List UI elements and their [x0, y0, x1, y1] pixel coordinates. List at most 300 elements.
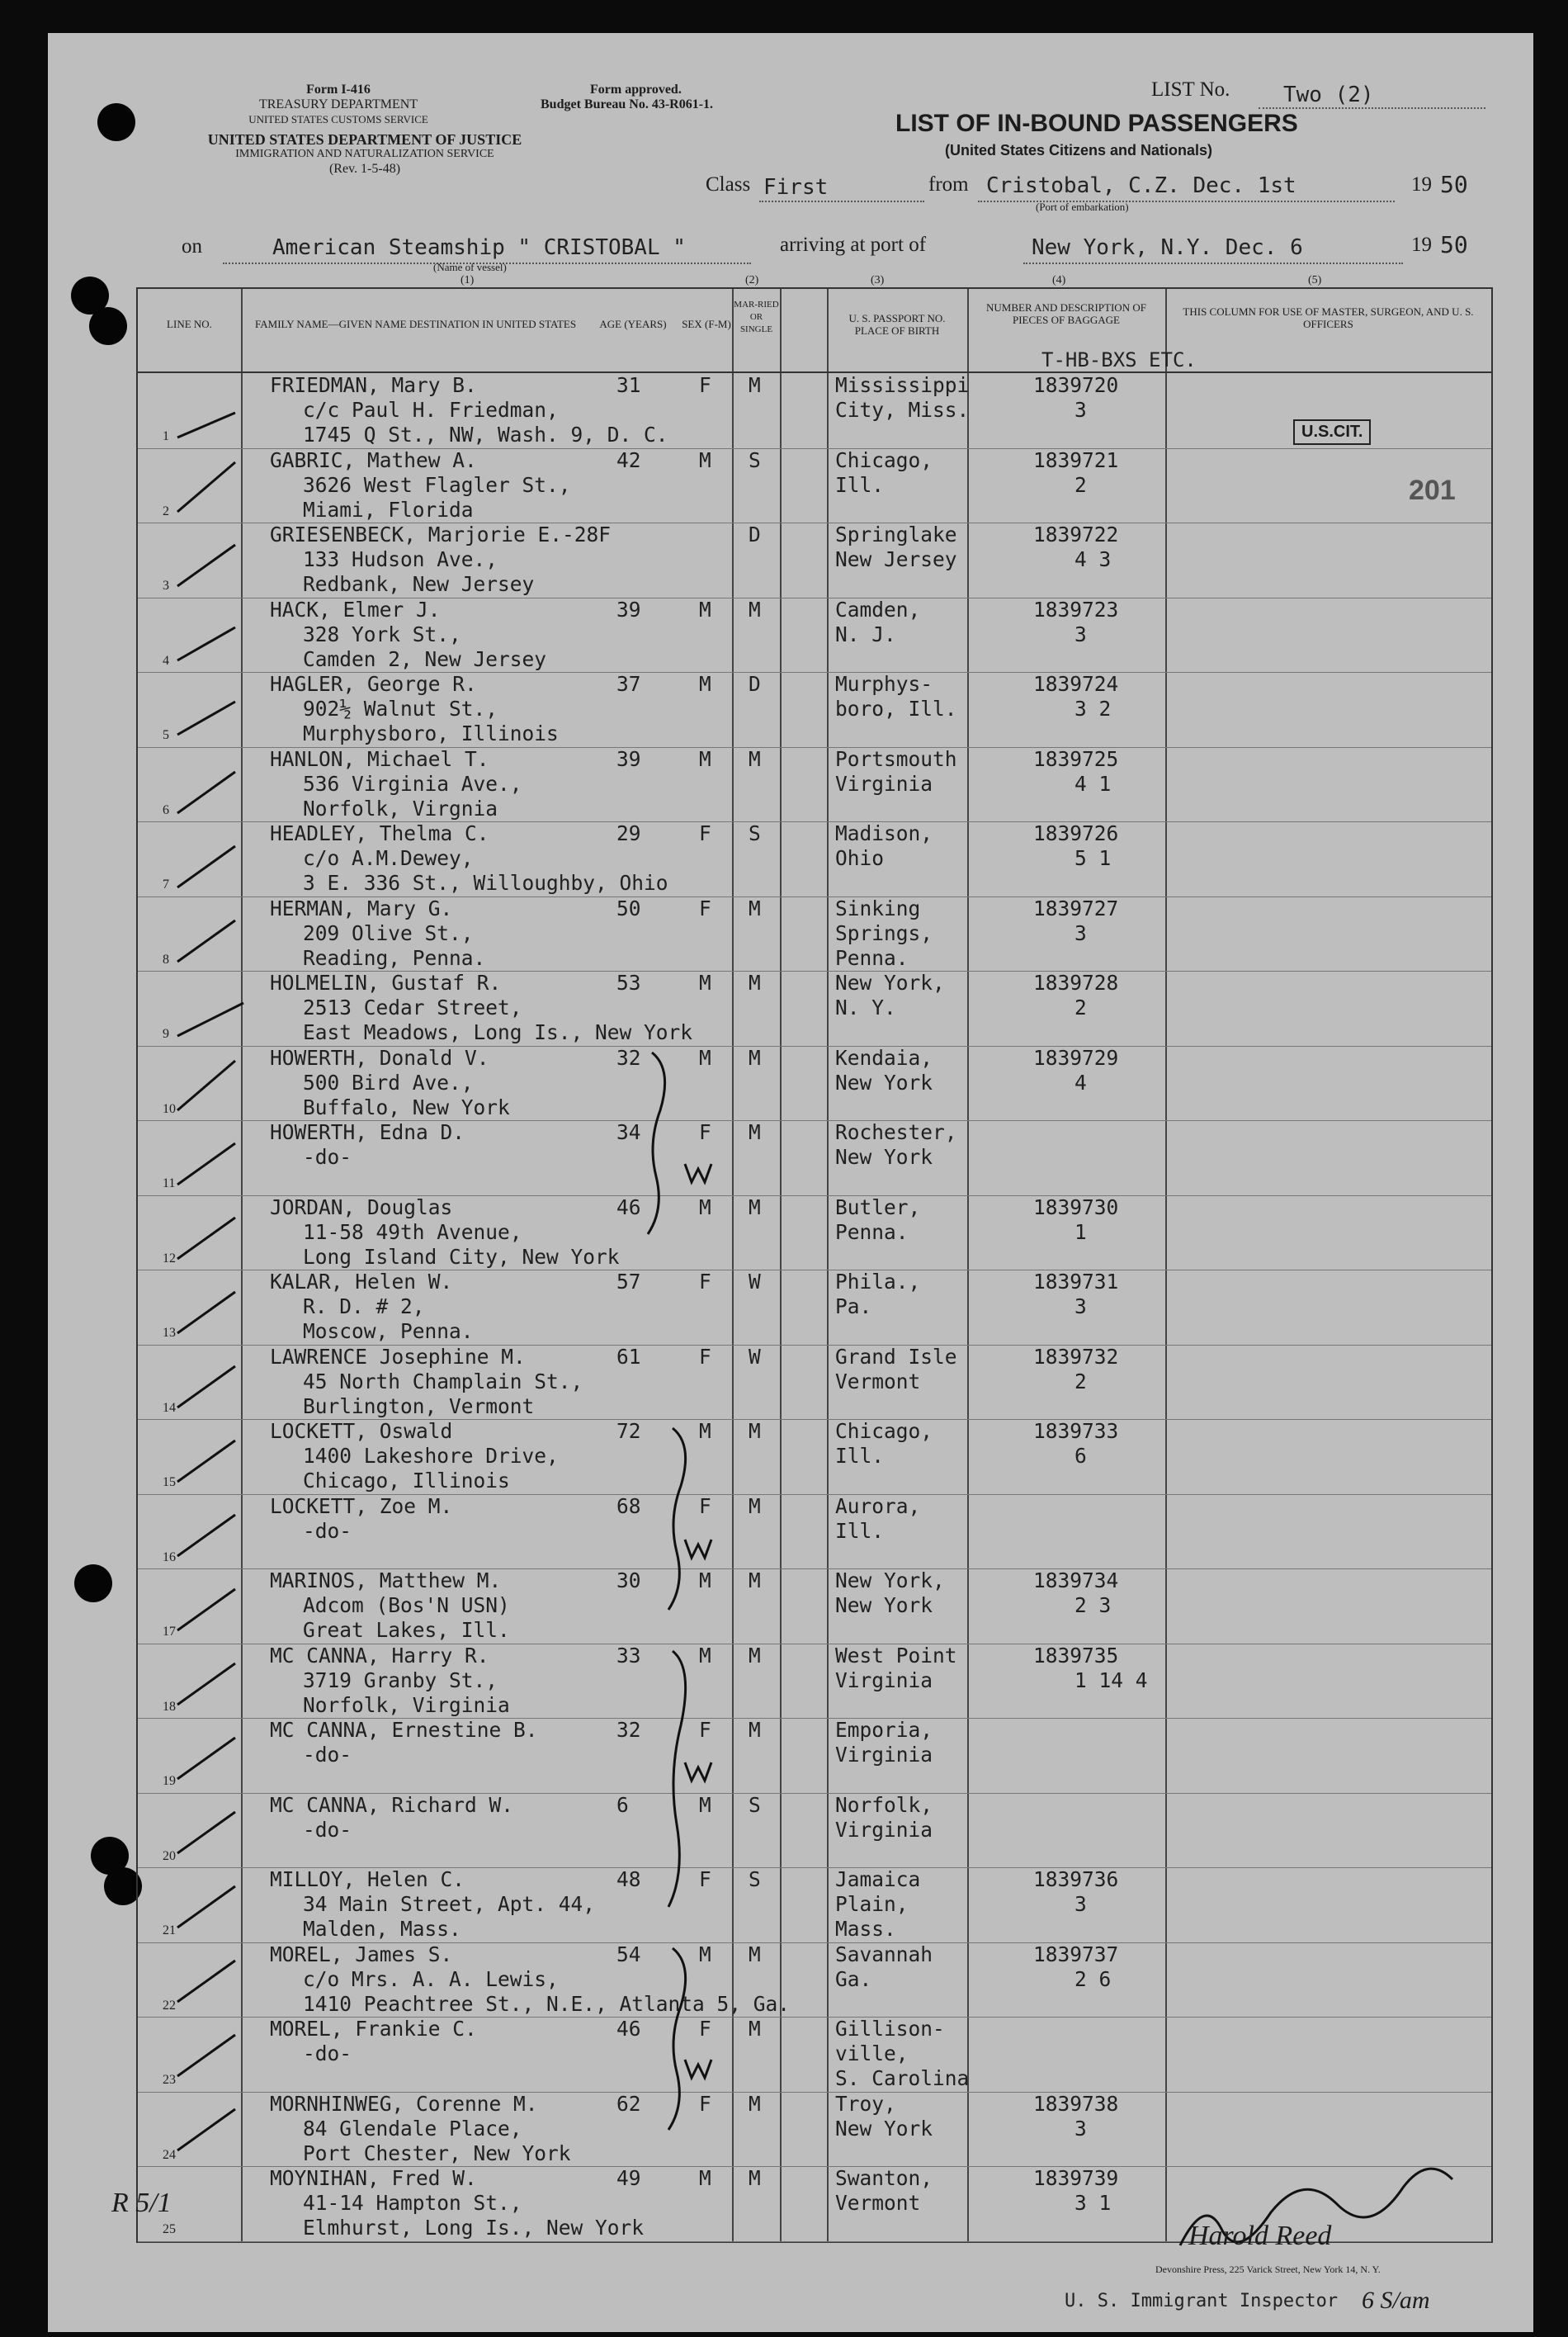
passenger-name: JORDAN, Douglas	[270, 1195, 453, 1219]
from-value: Cristobal, C.Z. Dec. 1st	[986, 173, 1296, 198]
line-number: 16	[163, 1549, 176, 1564]
on-label: on	[182, 235, 202, 258]
check-mark	[177, 1515, 235, 1556]
sex: M	[699, 971, 711, 995]
birthplace-line-1: Madison,	[835, 821, 933, 845]
header-baggage: NUMBER AND DESCRIPTION OF PIECES OF BAGGAGE	[986, 301, 1146, 326]
line-number: 19	[163, 1774, 176, 1788]
address-line-2: 3 E. 336 St., Willoughby, Ohio	[303, 871, 668, 895]
address-line-2: Norfolk, Virginia	[303, 1692, 510, 1717]
header-married: MAR-RIED OR SINGLE	[734, 300, 779, 334]
birthplace-line-1: Swanton,	[835, 2166, 933, 2190]
column-number: (1)	[460, 274, 475, 286]
address-line-1: c/c Paul H. Friedman,	[303, 398, 559, 422]
baggage-number: 1839727	[1033, 896, 1119, 920]
baggage-number: 1839726	[1033, 821, 1119, 845]
baggage-number: 1839730	[1033, 1195, 1119, 1219]
line-number: 21	[163, 1923, 176, 1937]
birthplace-line-2: Ga.	[835, 1966, 872, 1991]
baggage-number: 1839737	[1033, 1942, 1119, 1966]
line-number: 1	[163, 429, 169, 443]
baggage-count: 3 2	[1074, 697, 1112, 721]
port-caption: (Port of embarkation)	[1036, 201, 1129, 213]
sex: F	[699, 1867, 711, 1891]
birthplace-line-2: New York	[835, 2116, 933, 2141]
baggage-number: 1839723	[1033, 597, 1119, 622]
address-line-2: Reading, Penna.	[303, 945, 486, 970]
birthplace-line-1: Portsmouth	[835, 746, 957, 771]
baggage-number: 1839736	[1033, 1867, 1119, 1891]
check-mark	[177, 1143, 235, 1185]
customs-service: UNITED STATES CUSTOMS SERVICE	[248, 113, 428, 125]
sex: F	[699, 1493, 711, 1518]
sex: F	[699, 2091, 711, 2116]
passenger-name: MILLOY, Helen C.	[270, 1867, 465, 1891]
sex: F	[699, 896, 711, 920]
address-line-2: Buffalo, New York	[303, 1095, 510, 1119]
marital-status: M	[749, 373, 761, 397]
address-line-2: Great Lakes, Ill.	[303, 1618, 510, 1642]
age: 48	[616, 1867, 641, 1891]
check-mark	[177, 1663, 235, 1705]
passenger-name: GRIESENBECK, Marjorie E.-28F	[270, 523, 612, 546]
sex: M	[699, 1942, 711, 1966]
year-prefix-2: 19	[1411, 234, 1432, 256]
address-line-1: -do-	[303, 1145, 352, 1169]
birthplace-line-2: Penna.	[835, 1219, 909, 1244]
clerk-initials: R 5/1	[111, 2188, 172, 2218]
sex: M	[699, 1195, 711, 1219]
baggage-count: 3	[1074, 920, 1087, 945]
check-mark	[177, 1589, 235, 1630]
passenger-name: MARINOS, Matthew M.	[270, 1568, 502, 1592]
marital-status: M	[749, 971, 761, 995]
line-number: 5	[163, 728, 169, 742]
birthplace-line-2: Plain,	[835, 1892, 909, 1916]
year-value-2: 50	[1440, 231, 1468, 258]
address-line-2: Burlington, Vermont	[303, 1393, 535, 1418]
address-line-2: 1745 Q St., NW, Wash. 9, D. C.	[303, 423, 668, 447]
line-number: 6	[163, 802, 169, 817]
address-line-1: 84 Glendale Place,	[303, 2116, 522, 2141]
family-bracket	[668, 1651, 686, 1907]
age: 31	[616, 373, 641, 397]
address-line-1: 536 Virginia Ave.,	[303, 771, 522, 796]
birthplace-line-2: Virginia	[835, 1743, 933, 1767]
sex: M	[699, 1792, 711, 1817]
sex: F	[699, 2017, 711, 2041]
baggage-number: 1839729	[1033, 1045, 1119, 1070]
passenger-name: HERMAN, Mary G.	[270, 896, 453, 920]
birthplace-line-2: City, Miss.	[835, 398, 970, 422]
check-mark	[177, 413, 235, 438]
birthplace-line-1: Troy,	[835, 2091, 896, 2116]
birthplace-line-2: Virginia	[835, 771, 933, 796]
birthplace-line-2: Vermont	[835, 1369, 921, 1393]
baggage-number: 1839739	[1033, 2166, 1119, 2190]
age: 30	[616, 1568, 641, 1592]
list-no-label: LIST No.	[1151, 78, 1230, 101]
address-line-1: 328 York St.,	[303, 622, 461, 646]
birthplace-line-1: Murphys-	[835, 672, 933, 696]
baggage-count: 6	[1074, 1444, 1087, 1468]
baggage-number: 1839721	[1033, 447, 1119, 472]
passenger-name: MC CANNA, Ernestine B.	[270, 1718, 538, 1742]
age: 46	[616, 2017, 641, 2041]
birthplace-line-1: Gillison-	[835, 2017, 945, 2041]
line-number: 9	[163, 1027, 169, 1041]
birthplace-line-2: N. J.	[835, 622, 896, 646]
passenger-name: LAWRENCE Josephine M.	[270, 1344, 526, 1369]
marital-status: S	[749, 821, 761, 845]
address-line-1: -do-	[303, 2041, 352, 2065]
line-number: 23	[163, 2073, 176, 2087]
birthplace-line-1: West Point	[835, 1643, 957, 1668]
address-line-2: Miami, Florida	[303, 497, 474, 522]
line-number: 7	[163, 878, 169, 892]
line-number: 12	[163, 1251, 176, 1265]
sex: F	[699, 1270, 711, 1294]
address-line-1: c/o A.M.Dewey,	[303, 846, 474, 870]
baggage-count: 3	[1074, 1294, 1087, 1318]
address-line-2: Camden 2, New Jersey	[303, 646, 547, 671]
age: 61	[616, 1344, 641, 1369]
header-sex: SEX (F-M)	[682, 318, 731, 330]
address-line-2: Malden, Mass.	[303, 1917, 461, 1941]
age: 29	[616, 821, 641, 845]
baggage-number: 1839731	[1033, 1270, 1119, 1294]
baggage-count: 3	[1074, 2116, 1087, 2141]
baggage-count: 2	[1074, 472, 1087, 497]
birthplace-line-1: Grand Isle	[835, 1344, 957, 1369]
marital-status: M	[749, 1643, 761, 1668]
header-name: FAMILY NAME—GIVEN NAME DESTINATION IN UNITED STATES	[255, 318, 577, 330]
marital-status: S	[749, 447, 761, 472]
birthplace-line-2: New York	[835, 1145, 933, 1169]
line-number: 13	[163, 1326, 176, 1340]
passenger-name: LOCKETT, Zoe M.	[270, 1493, 453, 1518]
check-mark	[177, 1812, 235, 1853]
birthplace-line-2: Ill.	[835, 1518, 885, 1543]
birthplace-line-2: Vermont	[835, 2191, 921, 2215]
marital-status: W	[749, 1344, 761, 1369]
line-number: 24	[163, 2147, 176, 2162]
address-line-1: 3626 West Flagler St.,	[303, 472, 571, 497]
sex: F	[699, 1120, 711, 1144]
birthplace-line-1: Jamaica	[835, 1867, 921, 1891]
age: 46	[616, 1195, 641, 1219]
family-bracket	[648, 1053, 665, 1234]
birthplace-line-1: Savannah	[835, 1942, 933, 1966]
address-line-1: 34 Main Street, Apt. 44,	[303, 1892, 596, 1916]
address-line-2: Chicago, Illinois	[303, 1469, 510, 1493]
from-label: from	[928, 173, 969, 196]
marital-status: M	[749, 2017, 761, 2041]
sex: F	[699, 1344, 711, 1369]
baggage-count: 2	[1074, 996, 1087, 1019]
address-line-2: Port Chester, New York	[303, 2141, 571, 2165]
column-number: (5)	[1308, 274, 1322, 286]
marital-status: D	[749, 672, 761, 696]
sex: M	[699, 597, 711, 622]
baggage-count: 4 3	[1074, 547, 1112, 571]
birthplace-line-2: Pa.	[835, 1294, 872, 1318]
baggage-count: 2 3	[1074, 1593, 1112, 1617]
inspector-title: U. S. Immigrant Inspector	[1065, 2291, 1339, 2311]
birthplace-line-1: Butler,	[835, 1195, 921, 1219]
baggage-number: 1839725	[1033, 746, 1119, 771]
baggage-count: 5 1	[1074, 846, 1112, 870]
sex: M	[699, 672, 711, 696]
approval-line-2: Budget Bureau No. 43-R061-1.	[541, 97, 714, 111]
baggage-types: T-HB-BXS ETC.	[1041, 348, 1197, 371]
baggage-count: 2	[1074, 1369, 1087, 1393]
line-number: 17	[163, 1625, 176, 1639]
marital-status: M	[749, 1568, 761, 1592]
baggage-number: 1839728	[1033, 971, 1119, 995]
address-line-1: -do-	[303, 1743, 352, 1767]
baggage-count: 3 1	[1074, 2191, 1112, 2215]
marital-status: M	[749, 1195, 761, 1219]
age: 39	[616, 597, 641, 622]
column-number: (4)	[1052, 274, 1066, 286]
birthplace-line-1: Norfolk,	[835, 1792, 933, 1817]
marital-status: S	[749, 1867, 761, 1891]
check-mark	[177, 1003, 243, 1036]
list-no-value: Two (2)	[1283, 83, 1374, 107]
birthplace-line-1: Aurora,	[835, 1493, 921, 1518]
baggage-number: 1839724	[1033, 672, 1119, 696]
year-prefix-1: 19	[1411, 173, 1432, 196]
corner-note: 6 S/am	[1362, 2287, 1430, 2314]
arrival-value: New York, N.Y. Dec. 6	[1032, 235, 1303, 260]
address-line-1: 209 Olive St.,	[303, 920, 474, 945]
address-line-1: 2513 Cedar Street,	[303, 996, 522, 1019]
sex: M	[699, 1045, 711, 1070]
check-mark	[177, 1738, 235, 1779]
baggage-count: 3	[1074, 398, 1087, 422]
passenger-name: MC CANNA, Richard W.	[270, 1792, 514, 1817]
check-mark	[177, 1218, 235, 1259]
birthplace-line-2: boro, Ill.	[835, 697, 957, 721]
inspector-signature: Harold Reed	[1188, 2221, 1332, 2251]
printer-imprint: Devonshire Press, 225 Varick Street, New York 14, N. Y.	[1155, 2264, 1381, 2275]
family-bracket	[668, 1428, 686, 1610]
check-mark	[177, 920, 235, 962]
check-mark	[177, 2109, 235, 2150]
check-mark	[177, 1441, 235, 1482]
treasury-dept: TREASURY DEPARTMENT	[258, 97, 418, 111]
marital-status: M	[749, 746, 761, 771]
line-number: 22	[163, 1998, 176, 2013]
address-line-2: Redbank, New Jersey	[303, 572, 535, 596]
age: 32	[616, 1718, 641, 1742]
marital-status: M	[749, 1493, 761, 1518]
birthplace-line-2: New York	[835, 1070, 933, 1095]
address-line-1: c/o Mrs. A. A. Lewis,	[303, 1966, 559, 1991]
citizenship-stamp: U.S.CIT.	[1293, 419, 1371, 445]
passenger-name: MC CANNA, Harry R.	[270, 1643, 489, 1668]
address-line-2: Moscow, Penna.	[303, 1319, 474, 1343]
check-mark	[177, 1961, 235, 2002]
vessel-caption: (Name of vessel)	[433, 261, 507, 273]
passenger-name: MOREL, Frankie C.	[270, 2017, 477, 2041]
baggage-number: 1839732	[1033, 1344, 1119, 1369]
birthplace-line-2: N. Y.	[835, 996, 896, 1019]
age: 39	[616, 746, 641, 771]
birthplace-line-2: Ill.	[835, 472, 885, 497]
birthplace-line-3: S. Carolina	[835, 2066, 970, 2090]
sex: M	[699, 447, 711, 472]
form-revision: (Rev. 1-5-48)	[328, 162, 401, 176]
line-number: 20	[163, 1848, 176, 1863]
address-line-1: 41-14 Hampton St.,	[303, 2191, 522, 2215]
sex: F	[699, 373, 711, 397]
passenger-name: HAGLER, George R.	[270, 672, 477, 696]
sex: M	[699, 1419, 711, 1443]
marital-status: M	[749, 2091, 761, 2116]
justice-dept: UNITED STATES DEPARTMENT OF JUSTICE	[207, 131, 522, 148]
passenger-name: HOWERTH, Donald V.	[270, 1045, 489, 1070]
line-number: 14	[163, 1400, 176, 1415]
age: 68	[616, 1493, 641, 1518]
birthplace-line-2: Ill.	[835, 1444, 885, 1468]
sex: M	[699, 1568, 711, 1592]
address-line-2: Norfolk, Virgnia	[303, 796, 498, 821]
ins-service: IMMIGRATION AND NATURALIZATION SERVICE	[235, 148, 494, 160]
line-number: 25	[163, 2222, 176, 2236]
baggage-number: 1839738	[1033, 2091, 1119, 2116]
marital-status: M	[749, 1942, 761, 1966]
header-passport: U. S. PASSPORT NO. PLACE OF BIRTH	[848, 312, 946, 337]
birthplace-line-2: New Jersey	[835, 547, 957, 571]
arriving-label: arriving at port of	[780, 234, 927, 256]
address-line-1: 1400 Lakeshore Drive,	[303, 1444, 559, 1468]
baggage-number: 1839733	[1033, 1419, 1119, 1443]
age: 57	[616, 1270, 641, 1294]
birthplace-line-2: Ohio	[835, 846, 885, 870]
passenger-name: KALAR, Helen W.	[270, 1270, 453, 1294]
age: 54	[616, 1942, 641, 1966]
address-line-1: -do-	[303, 1518, 352, 1543]
line-number: 3	[163, 579, 169, 593]
age: 49	[616, 2166, 641, 2190]
header-line: LINE NO.	[167, 318, 212, 330]
address-line-2: Elmhurst, Long Is., New York	[303, 2216, 645, 2240]
age: 34	[616, 1120, 641, 1144]
baggage-count: 1	[1074, 1219, 1087, 1244]
birthplace-line-2: ville,	[835, 2041, 909, 2065]
age: 32	[616, 1045, 641, 1070]
sex: F	[699, 821, 711, 845]
baggage-count: 3	[1074, 622, 1087, 646]
age: 62	[616, 2091, 641, 2116]
birthplace-line-1: Mississippi	[835, 373, 970, 397]
birthplace-line-1: Sinking	[835, 896, 921, 920]
birthplace-line-1: Chicago,	[835, 1419, 933, 1443]
column-number: (3)	[871, 274, 885, 286]
birthplace-line-1: Chicago,	[835, 447, 933, 472]
line-number: 15	[163, 1475, 176, 1489]
sex: M	[699, 1643, 711, 1668]
birthplace-line-3: Penna.	[835, 945, 909, 970]
stamp-number: 201	[1409, 475, 1456, 506]
passenger-name: HACK, Elmer J.	[270, 597, 441, 622]
check-mark	[177, 772, 235, 813]
birthplace-line-2: Virginia	[835, 1817, 933, 1842]
marital-status: M	[749, 1120, 761, 1144]
marital-status: M	[749, 2166, 761, 2190]
list-title: LIST OF IN-BOUND PASSENGERS	[895, 110, 1298, 137]
line-number: 11	[163, 1176, 176, 1190]
baggage-count: 1 14 4	[1074, 1668, 1148, 1692]
birthplace-line-1: New York,	[835, 1568, 945, 1592]
passenger-name: MORNHINWEG, Corenne M.	[270, 2091, 538, 2116]
check-mark	[177, 1886, 235, 1928]
address-line-1: Adcom (Bos'N USN)	[303, 1593, 510, 1617]
year-value-1: 50	[1440, 171, 1468, 198]
line-number: 10	[163, 1101, 176, 1116]
sex: M	[699, 746, 711, 771]
passenger-name: HOLMELIN, Gustaf R.	[270, 971, 502, 995]
line-number: 2	[163, 504, 169, 518]
sex: F	[699, 1718, 711, 1742]
approval-line-1: Form approved.	[590, 83, 682, 97]
birthplace-line-2: Virginia	[835, 1668, 933, 1692]
address-line-2: Murphysboro, Illinois	[303, 721, 559, 745]
check-mark	[177, 2035, 235, 2076]
age: 53	[616, 971, 641, 995]
birthplace-line-1: Springlake	[835, 523, 957, 546]
passenger-name: HOWERTH, Edna D.	[270, 1120, 465, 1144]
birthplace-line-2: Springs,	[835, 920, 933, 945]
age: 50	[616, 896, 641, 920]
age: 37	[616, 672, 641, 696]
address-line-1: -do-	[303, 1817, 352, 1842]
address-line-1: 11-58 49th Avenue,	[303, 1219, 522, 1244]
marital-status: W	[749, 1270, 761, 1294]
birthplace-line-1: New York,	[835, 971, 945, 995]
check-mark	[177, 1061, 235, 1110]
class-value: First	[763, 175, 829, 200]
marital-status: D	[749, 523, 761, 546]
baggage-number: 1839722	[1033, 523, 1119, 546]
birthplace-line-1: Phila.,	[835, 1270, 921, 1294]
age: 6	[616, 1792, 629, 1817]
age: 33	[616, 1643, 641, 1668]
line-number: 4	[163, 653, 169, 668]
address-line-1: 133 Hudson Ave.,	[303, 547, 498, 571]
passenger-name: LOCKETT, Oswald	[270, 1419, 453, 1443]
column-number: (2)	[745, 274, 759, 286]
baggage-count: 2 6	[1074, 1966, 1112, 1991]
baggage-count: 4 1	[1074, 771, 1112, 796]
line-number: 18	[163, 1699, 176, 1714]
marital-status: M	[749, 1419, 761, 1443]
baggage-number: 1839734	[1033, 1568, 1119, 1592]
check-mark	[177, 702, 235, 735]
birthplace-line-1: Kendaia,	[835, 1045, 933, 1070]
marital-status: S	[749, 1792, 761, 1817]
birthplace-line-1: Rochester,	[835, 1120, 957, 1144]
check-mark	[177, 1366, 235, 1407]
passenger-name: MOYNIHAN, Fred W.	[270, 2166, 477, 2190]
marital-status: M	[749, 896, 761, 920]
age: 42	[616, 447, 641, 472]
check-mark	[177, 846, 235, 887]
baggage-count: 3	[1074, 1892, 1087, 1916]
address-line-1: 3719 Granby St.,	[303, 1668, 498, 1692]
